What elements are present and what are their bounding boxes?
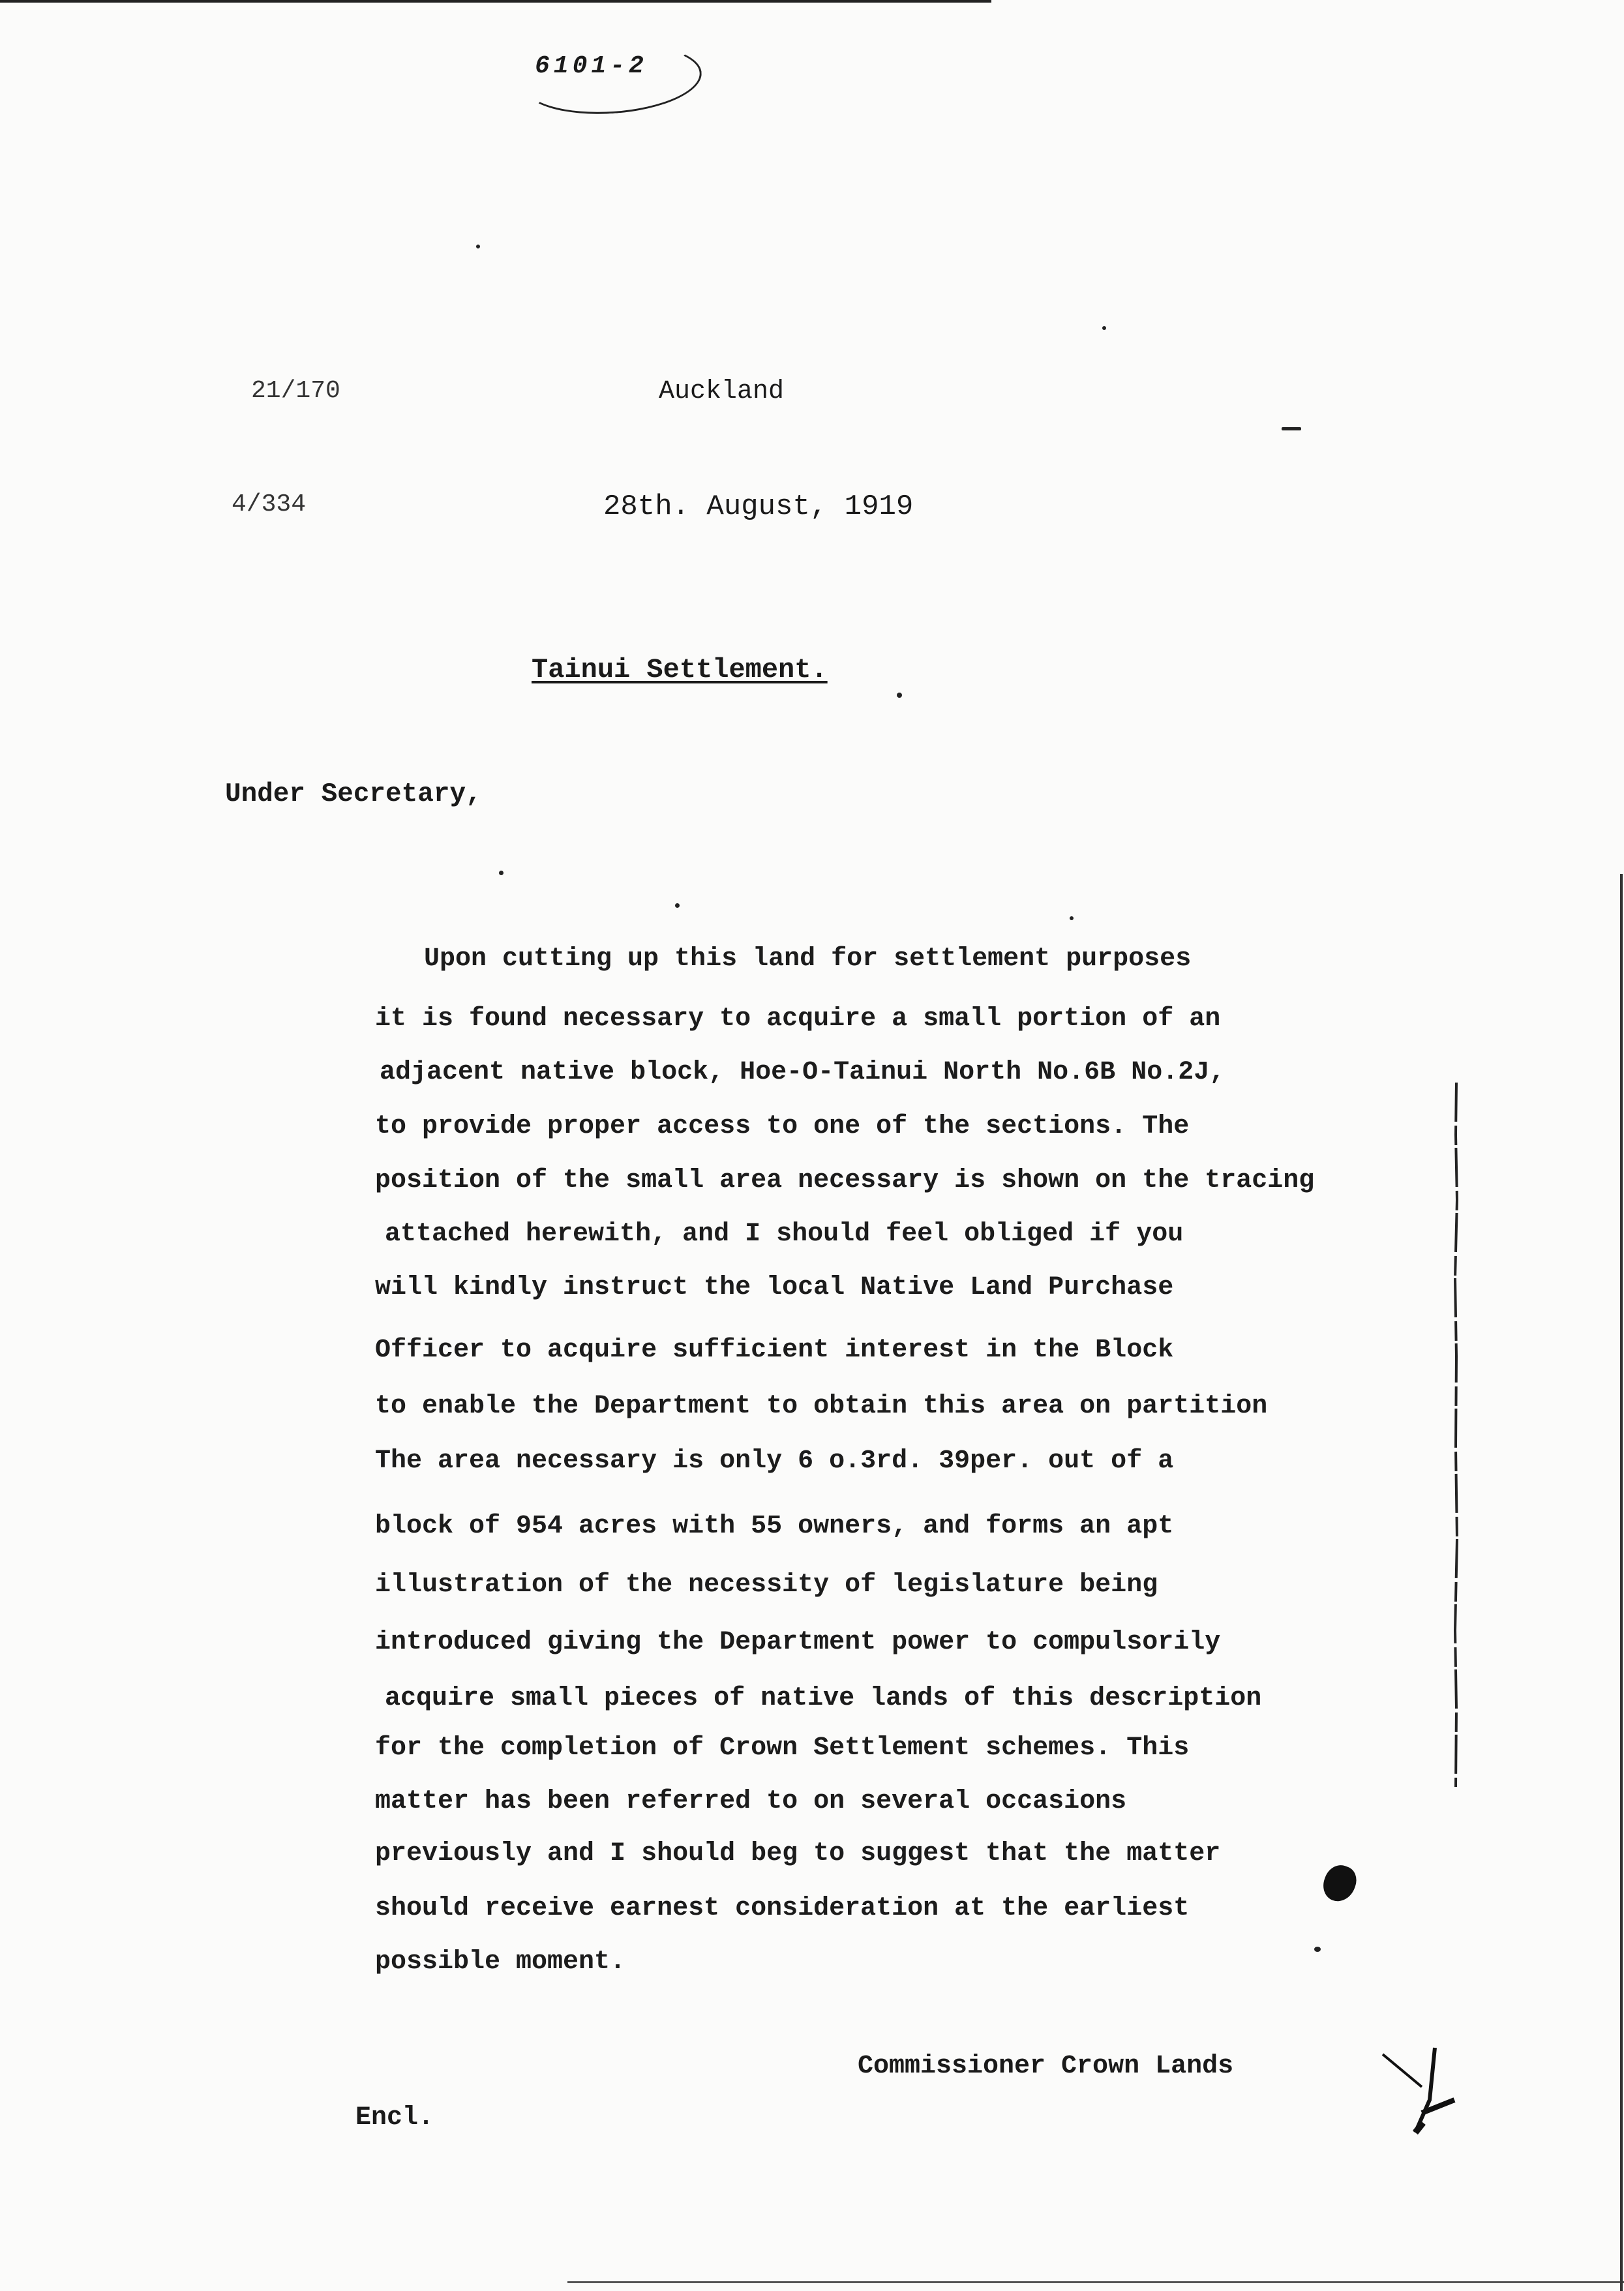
body-line: matter has been referred to on several occasions [375,1787,1127,1816]
letter-place: Auckland [659,377,785,406]
file-reference-2: 4/334 [232,490,307,518]
scan-speck [675,903,680,908]
letter-salutation: Under Secretary, [225,779,482,809]
scan-edge-top [0,0,991,3]
scan-speck [499,871,504,875]
body-line: to enable the Department to obtain this area on partition [375,1392,1268,1421]
scan-edge-bottom [567,2281,1624,2283]
margin-pencil-line [1453,1083,1460,1787]
body-line: possible moment. [375,1947,626,1977]
body-line: should receive earnest consideration at the earliest [375,1894,1190,1923]
body-line: Upon cutting up this land for settlement purposes [424,944,1192,974]
scan-speck [1070,916,1074,920]
body-line: position of the small area necessary is shown on the tracing [375,1166,1315,1195]
scan-speck [1282,427,1301,430]
body-line: attached herewith, and I should feel obliged if you [385,1220,1184,1249]
scan-edge-right [1620,874,1623,2291]
body-line: The area necessary is only 6 o.3rd. 39per. out of a [375,1446,1174,1476]
body-line: to provide proper access to one of the sections. The [375,1112,1190,1141]
letter-signature: Commissioner Crown Lands [858,2052,1234,2081]
letter-subject: Tainui Settlement. [532,654,828,685]
body-line: acquire small pieces of native lands of this description [385,1684,1262,1713]
body-line: for the completion of Crown Settlement schemes. This [375,1733,1190,1763]
body-line: will kindly instruct the local Native Land Purchase [375,1273,1174,1302]
body-line: previously and I should beg to suggest that the matter [375,1839,1221,1868]
handwritten-tick-mark [1376,2041,1461,2152]
scan-speck [897,693,902,698]
enclosure-note: Encl. [355,2103,434,2133]
body-line: it is found necessary to acquire a small portion of an [375,1004,1221,1034]
letter-date: 28th. August, 1919 [603,490,914,523]
ink-blot [1319,1861,1361,1906]
body-line: introduced giving the Department power to compulsorily [375,1628,1221,1657]
scan-speck [1314,1947,1321,1952]
body-line: adjacent native block, Hoe-O-Tainui North No.6B No.2J, [380,1058,1226,1087]
scan-speck [1102,326,1106,330]
scan-speck [476,245,480,248]
body-line: Officer to acquire sufficient interest in the Block [375,1336,1174,1365]
body-line: illustration of the necessity of legislature being [375,1570,1158,1600]
archive-number: 6101-2 [535,52,648,80]
file-reference-1: 21/170 [251,377,340,405]
body-line: block of 954 acres with 55 owners, and forms an apt [375,1512,1174,1541]
